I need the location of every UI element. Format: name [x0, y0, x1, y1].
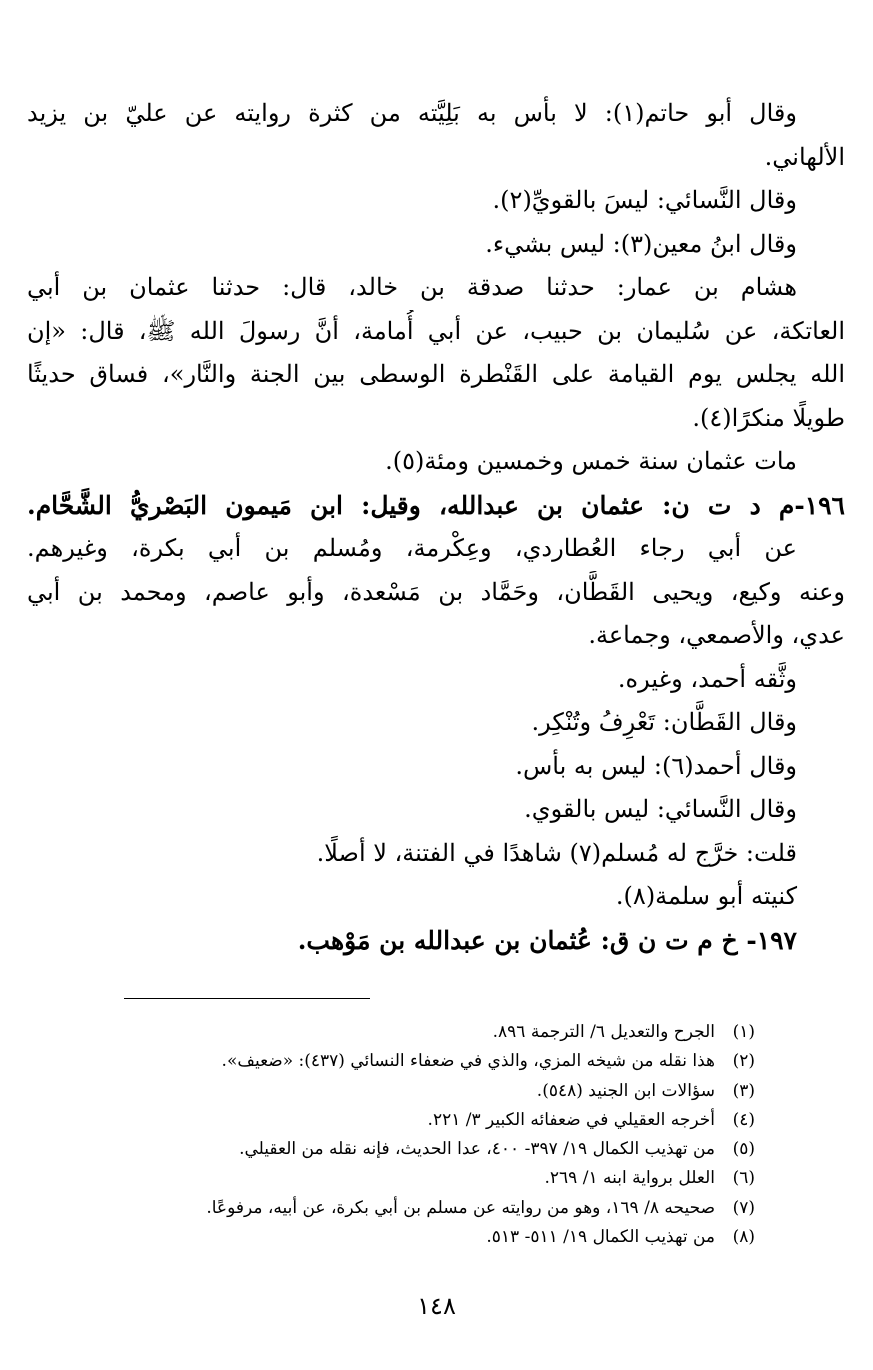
text-line: قلت: خرَّج له مُسلم(٧) شاهدًا في الفتنة، لا أصلًا. [316, 838, 797, 867]
footnote-text: من تهذيب الكمال ١٩/ ٥١١- ٥١٣. [486, 1227, 715, 1248]
footnote-text: من تهذيب الكمال ١٩/ ٣٩٧- ٤٠٠، عدا الحديث، فإنه نقله من العقيلي. [239, 1139, 715, 1160]
footnote-text: صحيحه ٨/ ١٦٩، وهو من روايته عن مسلم بن أبي بكرة، عن أبيه، مرفوعًا. [206, 1197, 715, 1218]
footnote [115, 1223, 755, 1252]
text-line: العاتكة، عن سُليمان بن حبيب، عن أبي أُمامة، أنَّ رسولَ الله ﷺ، قال: «إن [27, 316, 845, 345]
text-line: هشام بن عمار: حدثنا صدقة بن خالد، قال: حدثنا عثمان بن أبي [27, 273, 797, 301]
footnote [115, 1018, 755, 1047]
text-line: وقال النَّسائي: ليس بالقوي. [524, 795, 797, 823]
footnote [115, 1135, 755, 1164]
text-line: وثَّقه أحمد، وغيره. [617, 664, 797, 693]
text-line: عن أبي رجاء العُطاردي، وعِكْرمة، ومُسلم بن أبي بكرة، وغيرهم. [27, 534, 797, 562]
text-line: وقال القَطَّان: تَعْرِفُ وتُنْكِر. [531, 708, 797, 736]
footnote-number: (٣) [732, 1080, 755, 1101]
main-text [27, 92, 845, 962]
footnote-number: (٢) [732, 1051, 755, 1072]
footnote-number: (٨) [732, 1227, 755, 1248]
footnote-number: (٥) [732, 1139, 755, 1160]
footnote [115, 1077, 755, 1106]
footnote-number: (٦) [732, 1168, 755, 1189]
footnote-number: (٧) [732, 1197, 755, 1218]
text-line: طويلًا منكرًا(٤). [692, 403, 845, 432]
footnote [115, 1047, 755, 1076]
footnotes [115, 1018, 755, 1252]
text-line: وقال أبو حاتم(١): لا بأس به بَلِيَّته من كثرة روايته عن عليّ بن يزيد [27, 99, 797, 127]
footnote-number: (١) [732, 1022, 755, 1042]
text-line: عدي، والأصمعي، وجماعة. [588, 621, 845, 649]
footnote-text: هذا نقله من شيخه المزي، والذي في ضعفاء النسائي (٤٣٧): «ضعيف». [221, 1051, 715, 1072]
entry-heading: ١٩٦-م د ت ن: عثمان بن عبدالله، وقيل: ابن مَيمون البَصْريُّ الشَّحَّام. [27, 490, 845, 520]
text-line: الله يجلس يوم القيامة على القَنْطرة الوسطى بين الجنة والنَّار»، فساق حديثًا [27, 360, 845, 388]
footnote-text: أخرجه العقيلي في ضعفائه الكبير ٣/ ٢٢١. [427, 1109, 715, 1130]
footnote-text: سؤالات ابن الجنيد (٥٤٨). [536, 1080, 715, 1101]
text-line: وقال أحمد(٦): ليس به بأس. [515, 751, 797, 780]
text-line: وقال النَّسائي: ليسَ بالقويِّ(٢). [492, 186, 797, 214]
footnote-text: الجرح والتعديل ٦/ الترجمة ٨٩٦. [492, 1022, 715, 1042]
footnote [115, 1106, 755, 1135]
text-line: وعنه وكيع، ويحيى القَطَّان، وحَمَّاد بن مَسْعدة، وأبو عاصم، ومحمد بن أبي [27, 577, 845, 606]
page-number: ١٤٨ [417, 1292, 456, 1320]
text-line: وقال ابنُ معين(٣): ليس بشيء. [485, 229, 797, 258]
text-line: كنيته أبو سلمة(٨). [615, 882, 797, 910]
text-line: مات عثمان سنة خمس وخمسين ومئة(٥). [385, 447, 797, 475]
footnote [115, 1164, 755, 1193]
footnote-separator [124, 998, 370, 999]
footnote-number: (٤) [732, 1109, 755, 1130]
text-line: الألهاني. [764, 142, 845, 171]
footnote-text: العلل برواية ابنه ١/ ٢٦٩. [544, 1168, 715, 1189]
footnote [115, 1194, 755, 1223]
entry-heading: ١٩٧- خ م ت ن ق: عُثمان بن عبدالله بن مَوْهب. [297, 925, 797, 955]
